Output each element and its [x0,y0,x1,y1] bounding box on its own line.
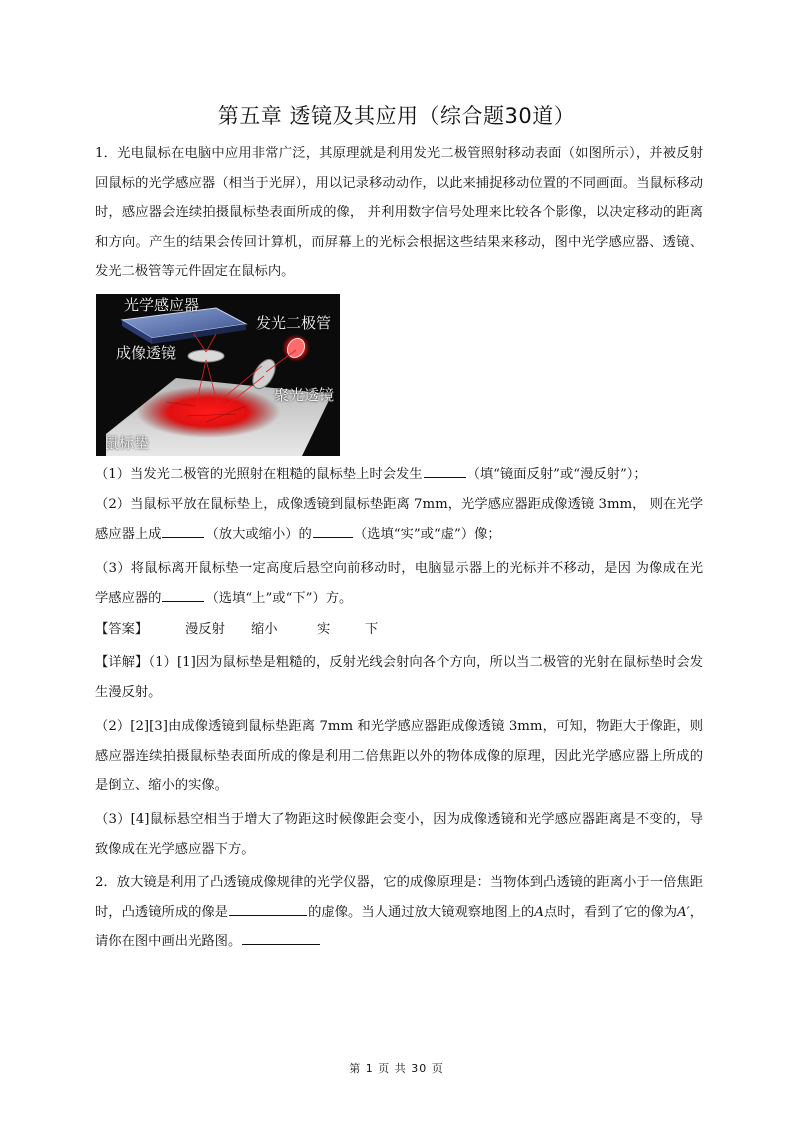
question-1-sub2 [95,490,703,549]
sub1-text-b: （填“镜面反射”或“漫反射”）； [466,467,647,482]
point-a-prime-label: A′ [677,904,690,920]
q2-text-c: 点时，看到了它的像为 [543,904,678,920]
answer-blank-2[interactable] [162,523,204,538]
answer-4: 下 [365,622,379,637]
label-sensor: 光学感应器 [124,296,200,314]
answer-blank-1[interactable] [424,463,466,478]
point-a-label: A [534,904,544,920]
detail-3: （3）[4]鼠标悬空相当于增大了物距这时候像距会变小，因为成像透镜和光学感应器距离是不变的，导致像成在光学感应器下方。 [95,812,703,857]
sub3-text-a: （3）将鼠标离开鼠标垫一定高度后悬空向前移动时，电脑显示器上的光标并不移动，是因 为像成在光学感应器的 [95,561,703,606]
sub1-text-a: （1）当发光二极管的光照射在粗糙的鼠标垫上时会发生 [95,467,423,482]
label-imaging-lens: 成像透镜 [116,344,177,362]
red-light-spot [136,386,280,438]
detail-1-text: （1）[1]因为鼠标垫是粗糙的，反射光线会射向各个方向，所以当二极管的光射在鼠标垫时会发生漫反射。 [95,655,703,700]
answer-blank-3[interactable] [313,523,353,538]
label-mousepad: 鼠标垫 [104,434,150,452]
sub2-text-b: （放大或缩小）的 [205,526,312,542]
label-led: 发光二极管 [256,314,332,332]
answer-row [95,620,378,640]
detail-label: 【详解】 [95,655,149,670]
answer-label: 【答案】 [95,622,149,637]
question-1-stem: 1．光电鼠标在电脑中应用非常广泛，其原理就是利用发光二极管照射移动表面（如图所示），并被反射回鼠标的光学感应器（相当于光屏），用以记录移动动作，以此来捕捉移动位置的不同画面。当鼠标移动时，感应器会连续拍摄鼠标垫表面所成的像， 并利用数字信号处理来比较各个影像，以决定移动的距离和方向。产生的结果会传回计算机，而屏幕上的光标会根据这些结果来移动，图中光学感应器、透镜、发光二极管等元件固定在鼠标内。 [95,146,703,279]
question-2-stem [95,868,703,957]
q2-answer-blank-1[interactable] [229,901,307,916]
sub3-text-b: （选填“上”或“下”）方。 [205,590,353,606]
q2-text-a: 2．放大镜是利用了凸透镜成像规律的光学仪器，它的成像原理是：当物体到凸透镜的距离小于一倍焦距时，凸透镜所成的像是 [95,875,703,920]
page-title: 第五章 透镜及其应用（综合题30道） [217,104,576,128]
q2-text-d: ，请你在图中画出光路图。 [95,904,704,949]
answer-3: 实 [317,622,331,637]
page-footer: 第 1 页 共 30 页 [349,1062,444,1075]
answer-2: 缩小 [251,622,278,637]
label-condenser-lens: 聚光透镜 [274,386,335,404]
q2-text-b: 的虚像。当人通过放大镜观察地图上的 [308,904,535,920]
sub2-text-a: （2）当鼠标平放在鼠标垫上，成像透镜到鼠标垫距离 7mm，光学感应器距成像透镜 3mm， 则在光学感应器上成 [95,497,703,542]
question-1-sub1 [95,460,703,490]
sub2-text-c: （选填“实”或“虚”）像； [353,526,501,542]
detail-1 [95,648,703,707]
answer-blank-4[interactable] [162,587,204,602]
optical-mouse-figure [96,294,340,456]
question-1-sub3 [95,554,703,613]
detail-2: （2）[2][3]由成像透镜到鼠标垫距离 7mm 和光学感应器距成像透镜 3mm，可知，物距大于像距，则感应器连续拍摄鼠标垫表面所成的像是利用二倍焦距以外的物体成像的原理，因此光学感应器上所成的是倒立、缩小的实像。 [95,719,703,793]
answer-1: 漫反射 [185,622,225,637]
q2-answer-blank-2[interactable] [242,930,320,945]
